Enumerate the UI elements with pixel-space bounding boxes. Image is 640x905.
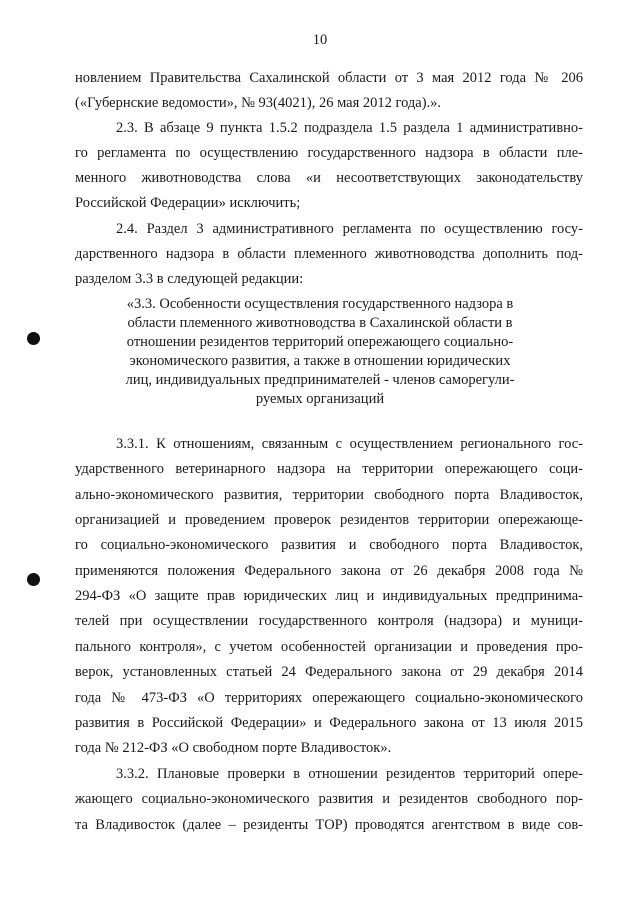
text-line: ударственного ветеринарного надзора на территории опережающего соци- — [75, 461, 583, 477]
heading-line: «3.3. Особенности осуществления государственного надзора в — [126, 296, 514, 312]
heading-line: экономического развития, а также в отношении юридических — [129, 353, 511, 369]
text-line: развития в Российской Федерации» и Федерального закона от 13 июля 2015 — [75, 715, 583, 731]
text-line: 3.3.1. К отношениям, связанным с осуществлением регионального гос- — [116, 436, 583, 452]
punch-hole-mark — [27, 332, 40, 345]
text-line: 2.3. В абзаце 9 пункта 1.5.2 подраздела 1.5 раздела 1 административно- — [116, 120, 583, 136]
text-line: 2.4. Раздел 3 административного регламента по осуществлению госу- — [116, 221, 583, 237]
page-number: 10 — [312, 32, 328, 48]
text-line: верок, установленных статьей 24 Федерального закона от 29 декабря 2014 — [75, 664, 583, 680]
text-line: 3.3.2. Плановые проверки в отношении резидентов территорий опере- — [116, 766, 583, 782]
heading-line: лиц, индивидуальных предпринимателей - членов саморегули- — [125, 372, 515, 388]
text-line: применяются положения Федерального закона от 26 декабря 2008 года № — [75, 563, 583, 579]
text-line: года № 473-ФЗ «О территориях опережающего социально-экономического — [75, 690, 583, 706]
text-line: года № 212-ФЗ «О свободном порте Владивосток». — [75, 740, 392, 756]
text-line: новлением Правительства Сахалинской области от 3 мая 2012 года № 206 — [75, 70, 583, 86]
text-line: телей при осуществлении государственного контроля (надзора) и муници- — [75, 613, 583, 629]
text-line: го социально-экономического развития и свободного порта Владивосток, — [75, 537, 583, 553]
text-line: та Владивосток (далее – резиденты ТОР) проводятся агентством в виде сов- — [75, 817, 583, 833]
heading-line: руемых организаций — [255, 391, 385, 407]
text-line: менного животноводства слова «и несоответствующих законодательству — [75, 170, 583, 186]
text-line: организацией и проведением проверок резидентов территории опережающе- — [75, 512, 583, 528]
text-line: ально-экономического развития, территории свободного порта Владивосток, — [75, 487, 583, 503]
text-line: го регламента по осуществлению государственного надзора в области пле- — [75, 145, 583, 161]
punch-hole-mark — [27, 573, 40, 586]
text-line: дарственного надзора в области племенного животноводства дополнить под- — [75, 246, 583, 262]
text-line: 294-ФЗ «О защите прав юридических лиц и индивидуальных предпринима- — [75, 588, 583, 604]
text-line: («Губернские ведомости», № 93(4021), 26 мая 2012 года).». — [75, 95, 442, 111]
heading-line: отношении резидентов территорий опережающего социально- — [126, 334, 514, 350]
text-line: разделом 3.3 в следующей редакции: — [75, 271, 304, 287]
text-line: пального контроля», с учетом особенностей организации и проведения про- — [75, 639, 583, 655]
text-line: Российской Федерации» исключить; — [75, 195, 301, 211]
text-line: жающего социально-экономического развития и резидентов свободного пор- — [75, 791, 583, 807]
heading-line: области племенного животноводства в Сахалинской области в — [127, 315, 513, 331]
